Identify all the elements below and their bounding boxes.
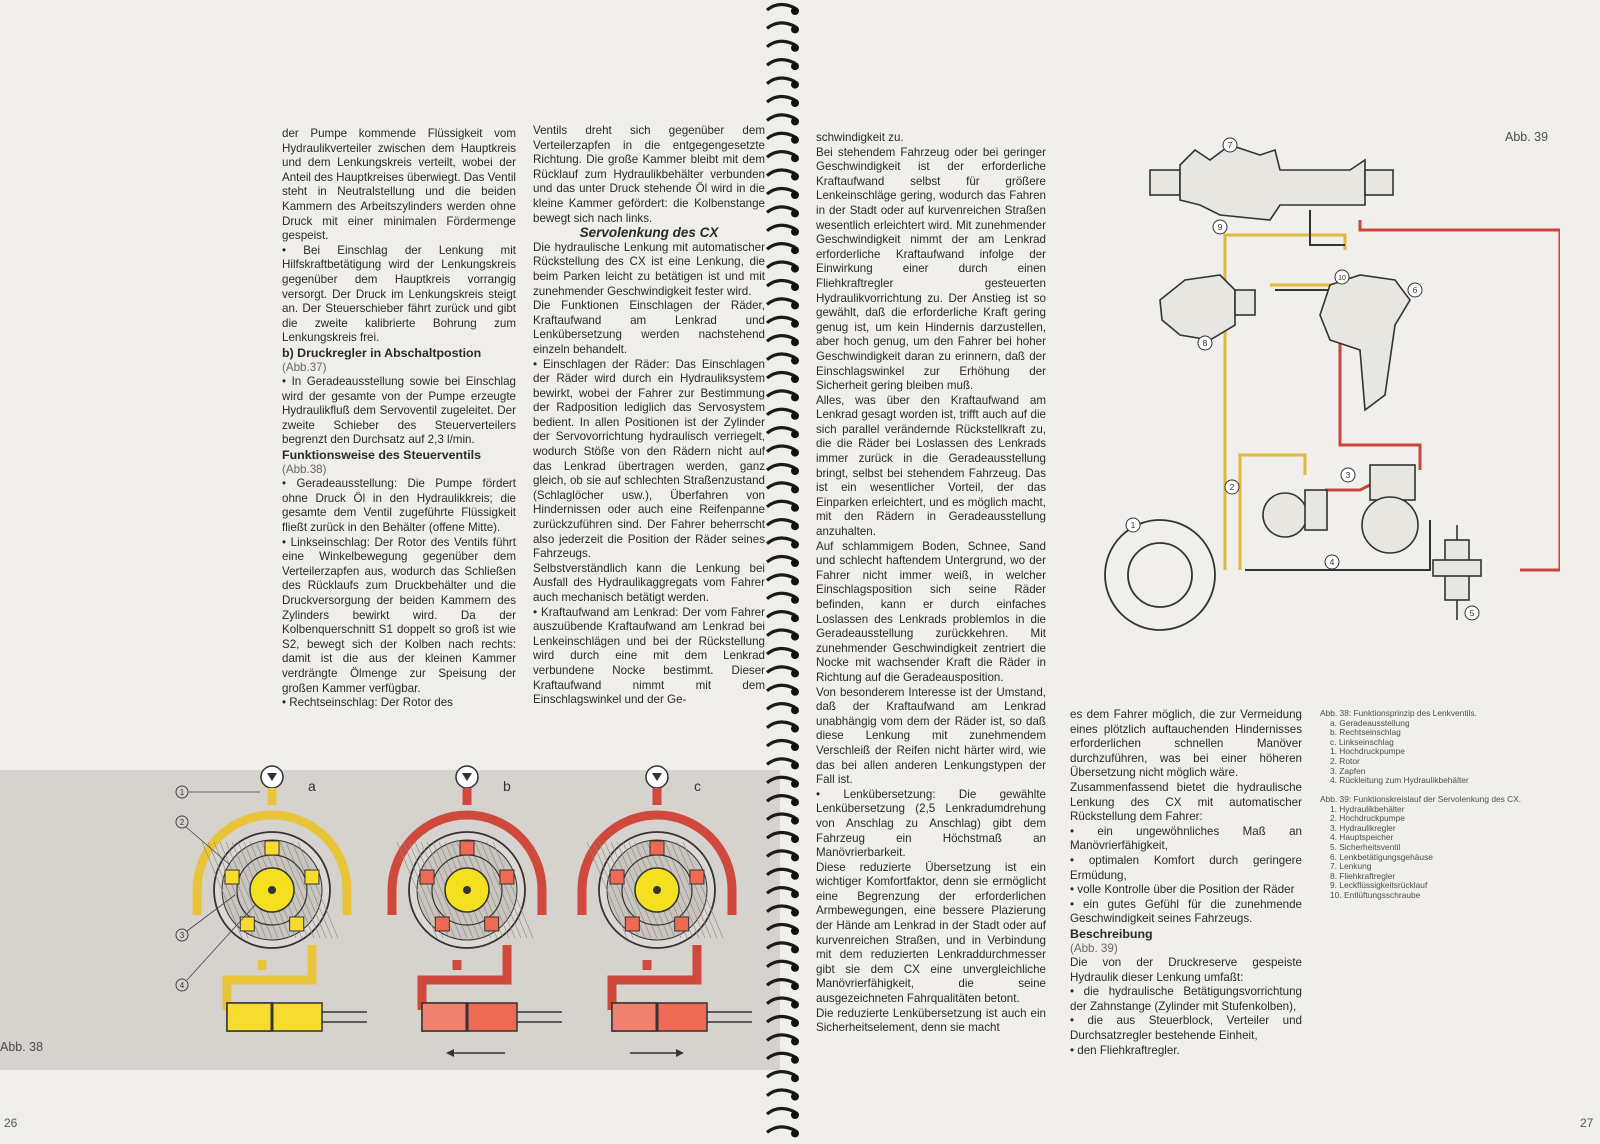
- spiral-ring: [767, 943, 799, 954]
- paragraph: • optimalen Komfort durch geringere Ermüdung,: [1070, 853, 1302, 882]
- label-c: c: [694, 778, 701, 794]
- spiral-ring: [767, 317, 799, 328]
- paragraph: • die aus Steuerblock, Verteiler und Durchsatzregler bestehende Einheit,: [1070, 1014, 1302, 1043]
- text-column-3: [816, 131, 1046, 1036]
- paragraph: • ein ungewöhnliches Maß an Manövrierfähigkeit,: [1070, 824, 1302, 853]
- label-b: b: [503, 778, 511, 794]
- paragraph: Von besonderem Interesse ist der Umstand, daß der Kraftaufwand am Lenkrad unabhängig vom dem der Räder ist, so daß diese Lenkung mit zunehmendem Verschleiß der Reifen nicht härter wird, wie das bei allen anderen Lenkungstypen der Fall ist.: [816, 685, 1046, 787]
- label-a: a: [308, 778, 316, 794]
- spiral-ring: [767, 1016, 799, 1027]
- callout-7: [1223, 138, 1237, 152]
- legend-item: 3. Zapfen: [1330, 765, 1366, 776]
- legend-title: Abb. 38: Funktionsprinzip des Lenkventils.: [1320, 708, 1477, 718]
- paragraph: Bei stehendem Fahrzeug oder bei geringer Geschwindigkeit ist der erforderliche Kraftaufwand selbst für größere Lenkeinschläge gering, wodurch das Fahren in der Stadt oder auf kurvenreichen Straßen wesentlich erleichtert wird. Mit zunehmender Geschwindigkeit nimmt der am Lenkrad erforderliche Kraftaufwand infolge der Einwirkung einer durch einen Fliehkraftregler gesteuerten Hydraulikvorrichtung zu. Der Anstieg ist so gewählt, daß die erforderliche Kraft gering genug ist, um kein Hindernis darzustellen, aber hoch genug, um den Fahrer bei hoher Geschwindigkeit daran zu erinnern, daß der Einschlagswinkel zur Erhöhung der Sicherheit gering bleiben muß.: [816, 145, 1046, 393]
- figure-39-callouts: [1126, 138, 1479, 620]
- paragraph: Die reduzierte Lenkübersetzung ist auch ein Sicherheitselement, denn sie macht: [816, 1006, 1046, 1035]
- paragraph: schwindigkeit zu.: [816, 131, 904, 144]
- text-column-1: [282, 127, 516, 711]
- spiral-ring: [767, 685, 799, 696]
- spiral-ring: [767, 648, 799, 659]
- legend-item: 3. Hydraulikregler: [1330, 822, 1396, 833]
- paragraph: Alles, was über den Kraftaufwand am Lenkrad gesagt worden ist, trifft auch auf die sich parallel verändernde Rückstellkraft zu, die die Räder bei Loslassen des Lenkrads immer zurück in die Geradeausstellung bringt, selbst bei stehendem Fahrzeug. Das ist ein wesentlicher Vorteil, der das Einparken erleichtert, und es möglich macht, mit den Rädern in Geradeausstellung anzuhalten.: [816, 393, 1046, 539]
- svg-text:3: 3: [179, 931, 185, 940]
- spiral-ring: [767, 115, 799, 126]
- paragraph: Zusammenfassend bietet die hydraulische Lenkung des CX mit automatischer Rückstellung dem Fahrer:: [1070, 780, 1302, 824]
- page-number-left: 26: [4, 1116, 18, 1130]
- section-heading: Beschreibung: [1070, 926, 1153, 941]
- text-column-4: [1070, 708, 1302, 1058]
- spiral-ring: [767, 391, 799, 402]
- paragraph: • Bei Einschlag der Lenkung mit Hilfskraftbetätigung wird der Lenkungskreis gegenüber dem Hauptkreis vorrangig versorgt. Der Druck im Lenkungskreis steigt an. Der Steuerschieber fährt zurück und gibt die zweite kalibrierte Bohrung zum Lenkungskreis frei.: [282, 243, 516, 345]
- spiral-ring: [767, 78, 799, 89]
- paragraph: • volle Kontrolle über die Position der Räder: [1070, 883, 1295, 897]
- paragraph: • In Geradeausstellung sowie bei Einschlag wird der gesamte von der Pumpe erzeugte Hydraulikfluß dem Servoventil zugeleitet. Der zweite Schieber des Steuerverteilers begrenzt den Durchsatz auf 2,3 l/min.: [282, 375, 516, 447]
- valve-c-diagram: [582, 766, 752, 1031]
- spiral-ring: [767, 96, 799, 107]
- paragraph: • Einschlagen der Räder: Das Einschlagen der Räder wird durch ein Hydrauliksystem bewirkt, wobei der Fahrer zur Bestimmung der Radposition lediglich das Servosystem bedient. In allen Positionen ist der Zylinder der Servovorrichtung hydraulisch verriegelt, wodurch Stöße von den Rädern nicht auf das Lenkrad übertragen werden, ganz gleich, ob sie auf schlechten Straßenzustand (Schlaglöcher usw.), Überfahren von Hindernissen oder auch eine Reifenpanne zurückzuführen sind. Der Fahrer beherrscht also jederzeit die Position der Räder seines Fahrzeugs.: [533, 357, 765, 561]
- paragraph: • den Fliehkraftregler.: [1070, 1043, 1180, 1057]
- svg-text:1: 1: [179, 788, 185, 797]
- legend-item: 7. Lenkung: [1330, 861, 1372, 872]
- legend-title: Abb. 39: Funktionskreislauf der Servolenkung des CX.: [1320, 794, 1522, 804]
- spiral-ring: [767, 1127, 799, 1138]
- hydraulic-reservoir: [1105, 520, 1215, 630]
- spiral-ring: [767, 1035, 799, 1046]
- figure-reference: (Abb.37): [282, 360, 327, 374]
- spiral-ring: [767, 814, 799, 825]
- paragraph: • Lenkübersetzung: Die gewählte Lenkübersetzung (2,5 Lenkradumdrehung von Anschlag zu Anschlag) gibt dem Fahrzeug ein Höchstmaß an Manövrierbarkeit.: [816, 787, 1046, 860]
- callout-8: [1198, 336, 1212, 350]
- spiral-ring: [767, 722, 799, 733]
- right-page: [780, 0, 1600, 1144]
- spiral-ring: [767, 520, 799, 531]
- legend-figure-39: [1320, 795, 1520, 901]
- spiral-ring: [767, 851, 799, 862]
- paragraph: es dem Fahrer möglich, die zur Vermeidung eines plötzlich auftauchenden Hindernisses erforderlichen schnellen Manöver durchzuführen, was bei einer höheren Übersetzung nicht möglich wäre.: [1070, 708, 1302, 780]
- svg-text:8: 8: [1202, 338, 1208, 348]
- spiral-ring: [767, 869, 799, 880]
- spiral-ring: [767, 280, 799, 291]
- svg-text:4: 4: [1329, 557, 1335, 567]
- svg-text:3: 3: [1345, 470, 1351, 480]
- paragraph: Auf schlammigem Boden, Schnee, Sand und schlecht haftendem Untergrund, wo der Fahrer nicht immer weiß, in welcher Einschlagsposition sich seine Räder befinden, kann er durch einfaches Loslassen des Lenkrads problemlos in die Geradeausstellung zurückkehren. Mit zunehmender Geschwindigkeit zentriert die Nocke mit wachsender Kraft die Räder in Richtung auf die Geradeausposition.: [816, 539, 1046, 684]
- spiral-ring: [767, 262, 799, 273]
- spiral-ring: [767, 575, 799, 586]
- valve-b-diagram: [392, 766, 562, 1031]
- paragraph: • Rechtseinschlag: Der Rotor des: [282, 696, 453, 710]
- svg-text:10: 10: [1338, 275, 1346, 282]
- spiral-ring: [767, 60, 799, 71]
- figure-39-caption: Abb. 39: [1505, 130, 1549, 144]
- svg-text:4: 4: [179, 981, 185, 990]
- spiral-ring: [767, 612, 799, 623]
- spiral-ring: [767, 225, 799, 236]
- legend-item: 1. Hochdruckpumpe: [1330, 746, 1405, 757]
- spiral-ring: [767, 428, 799, 439]
- callout-10: [1335, 270, 1349, 284]
- text-column-2: [533, 124, 765, 708]
- svg-text:6: 6: [1412, 285, 1418, 295]
- svg-text:9: 9: [1217, 222, 1223, 232]
- spiral-ring: [767, 980, 799, 991]
- spiral-ring: [767, 740, 799, 751]
- steering-housing: [1320, 275, 1410, 410]
- spiral-ring: [767, 446, 799, 457]
- paragraph: Die hydraulische Lenkung mit automatischer Rückstellung des CX ist eine Lenkung, die beim Parken leicht zu betätigen ist und mit zunehmender Geschwindigkeit fester wird.: [533, 240, 765, 298]
- red-lines: [1325, 220, 1560, 570]
- spiral-ring: [767, 244, 799, 255]
- spiral-ring: [767, 372, 799, 383]
- spiral-ring: [767, 464, 799, 475]
- legend-item: a. Geradeausstellung: [1330, 717, 1410, 728]
- spiral-ring: [767, 998, 799, 1009]
- spiral-ring: [767, 961, 799, 972]
- paragraph: • die hydraulische Betätigungsvorrichtung der Zahnstange (Zylinder mit Stufenkolben),: [1070, 985, 1302, 1013]
- spiral-ring: [767, 538, 799, 549]
- spiral-ring: [767, 667, 799, 678]
- steering-rack: [1150, 145, 1393, 220]
- spiral-ring: [767, 556, 799, 567]
- callout-6: [1408, 283, 1422, 297]
- paragraph: • ein gutes Gefühl für die zunehmende Geschwindigkeit seines Fahrzeugs.: [1070, 897, 1302, 926]
- legend-item: 4. Rückleitung zum Hydraulikbehälter: [1330, 775, 1469, 786]
- svg-text:1: 1: [1130, 520, 1136, 530]
- spiral-ring: [767, 152, 799, 163]
- centrifugal-regulator: [1160, 275, 1255, 340]
- paragraph: der Pumpe kommende Flüssigkeit vom Hydraulikverteiler zwischen dem Hauptkreis und dem Lenkungskreis verteilt, wobei der Anteil des Hauptkreises überwiegt. Das Ventil steht in Neutralstellung und die beiden Kammern des Arbeitszylinders werden ohne Druck mit einer minimalen Fördermenge gespeist.: [282, 127, 516, 243]
- paragraph: • Linkseinschlag: Der Rotor des Ventils führt eine Winkelbewegung gegenüber dem Verteilerzapfen aus, wodurch das Schließen des Rücklaufs zum Druckbehälter und die Druckversorgung der beiden Kammern des Zylinders bewirkt wird. Da der Kolbenquerschnitt S1 doppelt so groß ist wie S2, bewegt sich der Kolben nach rechts: damit ist die aus der kleinen Kammer verdrängte Ölmenge zur Speisung der großen Kammer verfügbar.: [282, 535, 516, 695]
- svg-text:7: 7: [1227, 140, 1233, 150]
- legend-figure-38: [1320, 709, 1520, 786]
- spiral-ring: [767, 704, 799, 715]
- legend-item: 4. Hauptspeicher: [1330, 832, 1394, 843]
- paragraph: • Geradeausstellung: Die Pumpe fördert ohne Druck Öl in den Hydraulikkreis; die gesamte dem Ventil zugeführte Flüssigkeit fließt zurück in den Behälter (offene Mitte).: [282, 477, 516, 535]
- section-heading: b) Druckregler in Abschaltpostion: [282, 345, 482, 360]
- callout-1: [176, 786, 260, 798]
- legend-item: 6. Lenkbetätigungsgehäuse: [1330, 851, 1433, 862]
- legend-item: 5. Sicherheitsventil: [1330, 841, 1401, 852]
- high-pressure-pump: [1263, 490, 1327, 537]
- legend-item: 1. Hydraulikbehälter: [1330, 803, 1405, 814]
- spiral-ring: [767, 888, 799, 899]
- paragraph: Selbstverständlich kann die Lenkung bei Ausfall des Hydraulikaggregats vom Fahrer auch mechanisch betätigt werden.: [533, 561, 765, 604]
- callout-3: [1341, 468, 1355, 482]
- legend-item: 8. Fliehkraftregler: [1330, 870, 1396, 881]
- spiral-ring: [767, 1053, 799, 1064]
- spiral-ring: [767, 1072, 799, 1083]
- spiral-ring: [767, 906, 799, 917]
- spiral-ring: [767, 354, 799, 365]
- spiral-ring: [767, 4, 799, 15]
- legend-item: b. Rechtseinschlag: [1330, 727, 1401, 738]
- valve-a-diagram: [197, 766, 367, 1031]
- legend-item: c. Linkseinschlag: [1330, 736, 1394, 747]
- paragraph: Die Funktionen Einschlagen der Räder, Kraftaufwand am Lenkrad und Lenkübersetzung werden nachstehend einzeln behandelt.: [533, 299, 765, 356]
- spiral-ring: [767, 1090, 799, 1101]
- arrow-left-icon: [446, 1049, 505, 1057]
- spiral-ring: [767, 207, 799, 218]
- spiral-ring: [767, 924, 799, 935]
- arrow-right-icon: [630, 1049, 684, 1057]
- spiral-ring: [767, 777, 799, 788]
- spiral-ring: [767, 832, 799, 843]
- spiral-ring: [767, 336, 799, 347]
- spiral-ring: [767, 796, 799, 807]
- callout-2: [1225, 480, 1239, 494]
- spiral-ring: [767, 501, 799, 512]
- svg-text:5: 5: [1469, 608, 1475, 618]
- paragraph: Ventils dreht sich gegenüber dem Verteilerzapfen in die entgegengesetzte Richtung. Die große Kammer bleibt mit dem Rücklauf zum Hydraulikbehälter verbunden und das unter Druck stehende Öl wird in die kleine Kammer gefördert: die Kolbenstange bewegt sich nach links.: [533, 124, 765, 225]
- spiral-ring: [767, 409, 799, 420]
- callout-5: [1465, 606, 1479, 620]
- spiral-ring: [767, 133, 799, 144]
- figure-reference: (Abb.38): [282, 462, 327, 476]
- paragraph: Diese reduzierte Übersetzung ist ein wichtiger Komfortfaktor, denn sie ermöglicht eine Begrenzung der erforderlichen Armbewegungen, eine bessere Plazierung der Hände am Lenkrad in der Stadt oder auf kurvenreichen Straßen, und in Verbindung mit dem reduzierten Lenkraddurchmesser gibt sie dem CX eine unvergleichliche Manövrierfähigkeit, die seine ausgezeichneten Fahrqualitäten betont.: [816, 860, 1046, 1006]
- spiral-ring: [767, 170, 799, 181]
- paragraph: • Kraftaufwand am Lenkrad: Der vom Fahrer auszuübende Kraftaufwand am Lenkrad bei Lenkeinschlägen und bei der Rückstellung wird durch eine mit dem Lenkrad verbundene Nocke bestimmt. Dieser Kraftaufwand nimmt mit dem Einschlagswinkel und der Ge-: [533, 605, 765, 707]
- spiral-binding: [765, 0, 815, 1144]
- figure-reference: (Abb. 39): [1070, 941, 1118, 955]
- spiral-ring: [767, 630, 799, 641]
- legend-item: 2. Hochdruckpumpe: [1330, 813, 1405, 824]
- legend-item: 2. Rotor: [1330, 755, 1360, 766]
- spiral-ring: [767, 759, 799, 770]
- spiral-ring: [767, 593, 799, 604]
- svg-text:2: 2: [1229, 482, 1235, 492]
- figure-38-caption: Abb. 38: [0, 1040, 44, 1054]
- spiral-ring: [767, 299, 799, 310]
- paragraph: Die von der Druckreserve gespeiste Hydraulik dieser Lenkung umfaßt:: [1070, 956, 1302, 984]
- spiral-ring: [767, 1108, 799, 1119]
- regulator-and-accumulator: [1362, 465, 1418, 553]
- figure-39: [1100, 130, 1560, 650]
- svg-text:2: 2: [179, 818, 185, 827]
- page-number-right: 27: [1580, 1116, 1594, 1130]
- figure-38: [0, 765, 780, 1085]
- spiral-ring: [767, 23, 799, 34]
- spiral-ring: [767, 41, 799, 52]
- left-page: [0, 0, 780, 1144]
- legend-item: 10. Entlüftungsschraube: [1330, 889, 1421, 900]
- spiral-ring: [767, 188, 799, 199]
- callout-4: [1325, 555, 1339, 569]
- spiral-ring: [767, 483, 799, 494]
- callout-9: [1213, 220, 1227, 234]
- chapter-heading: Servolenkung des CX: [579, 225, 719, 241]
- legend-item: 9. Leckflüssigkeitsrücklauf: [1330, 880, 1428, 891]
- section-heading: Funktionsweise des Steuerventils: [282, 448, 482, 463]
- callout-1: [1126, 518, 1140, 532]
